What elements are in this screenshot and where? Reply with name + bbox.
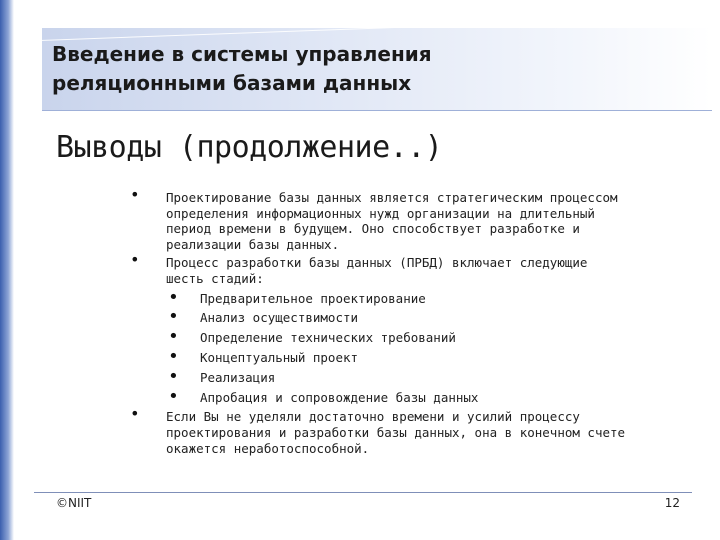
header-divider [42,110,712,111]
bullet-text-line: шесть стадий: [166,270,264,286]
bullet-text-line: окажется неработоспособной. [166,440,370,456]
stage-label: Концептуальный проект [200,349,359,365]
stage-label: Определение технических требований [200,330,456,346]
bullet-dot-icon: • [130,404,140,424]
footer-divider [34,492,692,493]
stage-list [166,286,672,408]
bullet-dot-icon: • [168,326,179,348]
bullet-dot-icon: • [130,250,140,270]
stage-label: Предварительное проектирование [200,290,426,306]
bullet-text-line: реализации базы данных. [166,236,340,252]
stage-label: Анализ осуществимости [200,310,359,326]
presentation-title-line1: Введение в системы управления [52,42,432,66]
left-decorative-stripe [0,0,14,540]
bullet-text-line: Если Вы не уделяли достаточно времени и усилий процессу [166,409,580,425]
bullet-text-line: определения информационных нужд организации на длительный [166,205,595,221]
stage-item [166,345,672,368]
stage-item [166,308,672,328]
presentation-title [52,40,612,98]
bullet-dot-icon: • [168,365,179,387]
bullet-dot-icon: • [168,286,179,308]
slide-heading: Выводы (продолжение..) [56,130,443,165]
bullet-list [130,185,672,456]
stage-item [166,365,672,388]
bullet-item [130,404,672,456]
bullet-text-line: Проектирование базы данных является стратегическим процессом [166,190,618,205]
stage-item [166,385,672,408]
bullet-dot-icon: • [168,306,179,328]
presentation-title-line2: реляционными базами данных [52,71,412,95]
stage-label: Апробация и сопровождение базы данных [200,389,479,405]
stage-item [166,328,672,348]
bullet-item [130,185,672,252]
bullet-text-line: Процесс разработки базы данных (ПРБД) включает следующие [166,255,588,271]
bullet-dot-icon: • [130,185,140,204]
stage-label: Реализация [200,369,276,385]
page-number: 12 [664,496,680,510]
bullet-text-line: период времени в будущем. Оно способствует разработке и [166,221,580,237]
stage-item [166,286,672,309]
bullet-item [130,250,672,407]
bullet-dot-icon: • [168,345,179,367]
bullet-dot-icon: • [168,385,179,407]
copyright-text: ©NIIT [56,496,92,510]
bullet-text-line: проектирования и разработки базы данных, она в конечном счете [166,424,626,440]
